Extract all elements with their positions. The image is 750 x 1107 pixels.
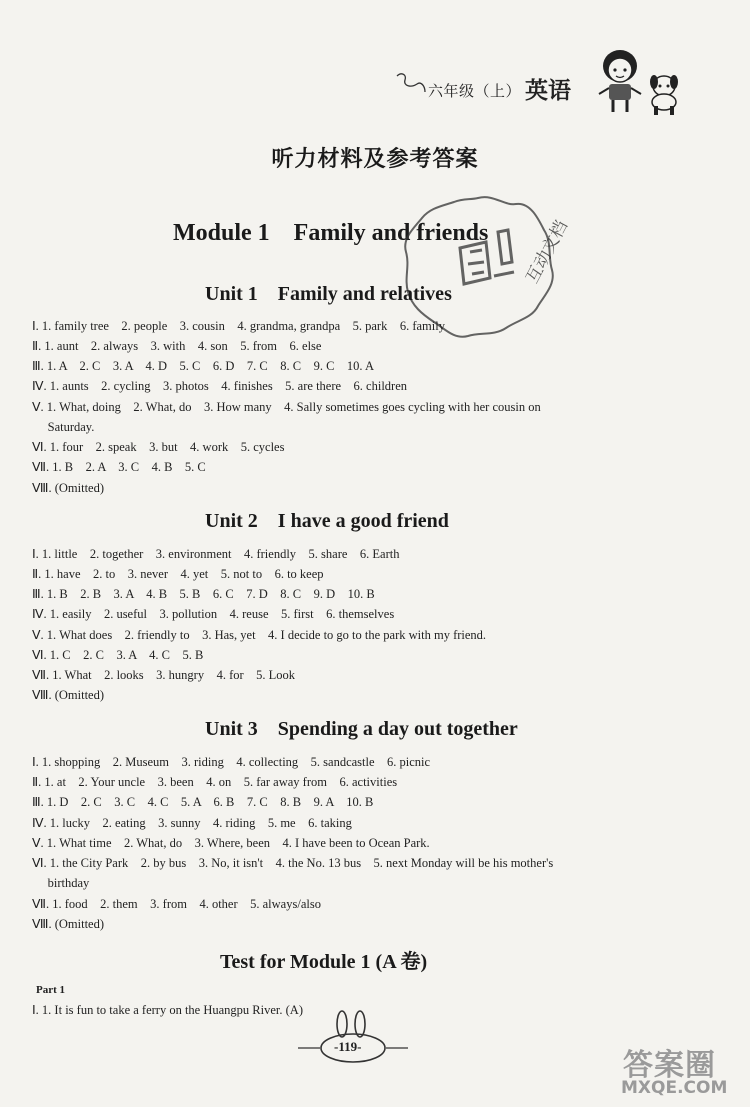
unit-3-heading: Unit 3 Spending a day out together	[205, 718, 518, 740]
swirl-icon	[395, 72, 427, 98]
page-number-badge	[298, 1010, 408, 1070]
answer-line: Ⅴ. 1. What does 2. friendly to 3. Has, yet 4. I decide to go to the park with my friend.	[32, 628, 487, 642]
answer-line: Ⅰ. 1. little 2. together 3. environment 4. friendly 5. share 6. Earth	[32, 547, 400, 561]
answer-line: Ⅵ. 1. four 2. speak 3. but 4. work 5. cycles	[32, 440, 285, 454]
answer-line: Ⅳ. 1. aunts 2. cycling 3. photos 4. finishes 5. are there 6. children	[32, 379, 408, 393]
answer-line: Ⅴ. 1. What, doing 2. What, do 3. How many 4. Sally sometimes goes cycling with her cousin on	[32, 400, 541, 414]
answer-line: Ⅷ. (Omitted)	[32, 917, 105, 931]
answer-line: Ⅳ. 1. lucky 2. eating 3. sunny 4. riding 5. me 6. taking	[32, 816, 352, 830]
answer-line: Ⅱ. 1. at 2. Your uncle 3. been 4. on 5. far away from 6. activities	[32, 775, 398, 789]
answer-line: Ⅲ. 1. B 2. B 3. A 4. B 5. B 6. C 7. D 8. C 9. D 10. B	[32, 587, 375, 601]
answer-line: Ⅷ. (Omitted)	[32, 481, 105, 495]
answer-line: Ⅵ. 1. the City Park 2. by bus 3. No, it isn't 4. the No. 13 bus 5. next Monday will be his mother's	[32, 856, 554, 870]
answer-line: Ⅱ. 1. aunt 2. always 3. with 4. son 5. from 6. else	[32, 339, 322, 353]
site-watermark	[615, 1040, 745, 1100]
answer-line: birthday	[32, 876, 90, 890]
page-header	[395, 64, 725, 112]
watermark-title: 答案圈	[623, 1048, 716, 1083]
answer-line: Ⅰ. 1. shopping 2. Museum 3. riding 4. collecting 5. sandcastle 6. picnic	[32, 755, 431, 769]
answer-line: Ⅱ. 1. have 2. to 3. never 4. yet 5. not to 6. to keep	[32, 567, 324, 581]
answer-line: Ⅷ. (Omitted)	[32, 688, 105, 702]
part-label: Part 1	[36, 984, 66, 996]
answer-line: Ⅲ. 1. A 2. C 3. A 4. D 5. C 6. D 7. C 8. C 9. C 10. A	[32, 359, 374, 373]
girl-cartoon-icon	[595, 48, 645, 114]
answer-line: Saturday.	[32, 420, 95, 434]
stamp-side-text: 互动文档	[522, 217, 572, 287]
module-heading: Module 1 Family and friends	[173, 220, 489, 246]
answer-line: Ⅶ. 1. What 2. looks 3. hungry 4. for 5. Look	[32, 668, 296, 682]
answer-line: Ⅶ. 1. food 2. them 3. from 4. other 5. always/also	[32, 897, 321, 911]
page-title: 听力材料及参考答案	[271, 147, 479, 172]
header-subject: 英语	[525, 78, 571, 104]
answer-line: Ⅰ. 1. It is fun to take a ferry on the Huangpu River. (A)	[32, 1003, 303, 1017]
test-heading: Test for Module 1 (A 卷)	[220, 951, 428, 973]
unit-2-heading: Unit 2 I have a good friend	[205, 510, 449, 532]
answer-line: Ⅴ. 1. What time 2. What, do 3. Where, been 4. I have been to Ocean Park.	[32, 836, 430, 850]
answer-line: Ⅰ. 1. family tree 2. people 3. cousin 4. grandma, grandpa 5. park 6. family	[32, 319, 445, 333]
dog-cartoon-icon	[643, 72, 685, 116]
answer-line: Ⅳ. 1. easily 2. useful 3. pollution 4. reuse 5. first 6. themselves	[32, 607, 395, 621]
watermark-url: MXQE.COM	[621, 1078, 728, 1098]
page-number: -119-	[334, 1039, 362, 1054]
header-grade: 六年级（上）	[428, 82, 522, 100]
answer-line: Ⅲ. 1. D 2. C 3. C 4. C 5. A 6. B 7. C 8. B 9. A 10. B	[32, 795, 374, 809]
answer-line: Ⅶ. 1. B 2. A 3. C 4. B 5. C	[32, 460, 206, 474]
unit-1-heading: Unit 1 Family and relatives	[205, 283, 452, 305]
answer-line: Ⅵ. 1. C 2. C 3. A 4. C 5. B	[32, 648, 204, 662]
